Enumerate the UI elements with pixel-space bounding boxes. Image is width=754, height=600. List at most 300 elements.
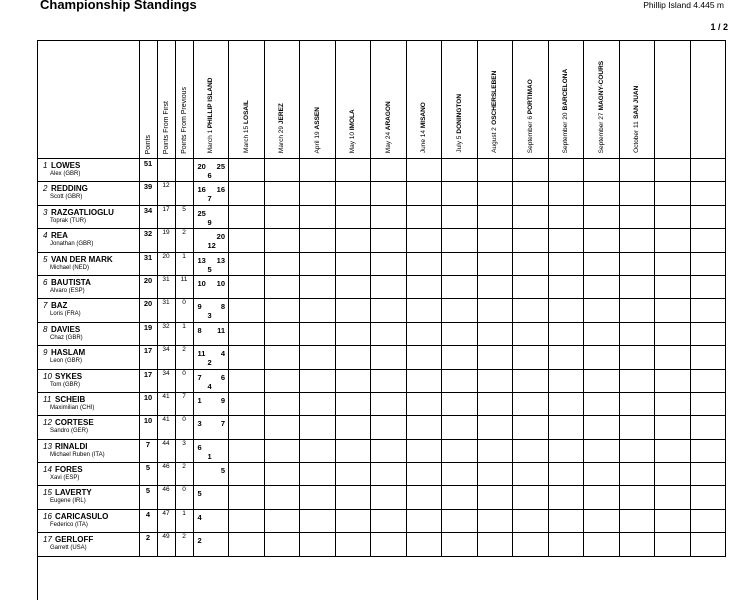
superpole-race-points: 3 — [207, 311, 212, 321]
round-2-results — [229, 416, 265, 439]
round-12-results — [584, 159, 620, 182]
round-1-results — [193, 369, 229, 392]
round-7-results — [406, 533, 442, 556]
rider-firstname: Scott (GBR) — [50, 194, 83, 201]
rider-name-cell — [37, 509, 139, 532]
rider-name-cell — [37, 533, 139, 556]
round-9-results — [477, 392, 513, 415]
rider-name-cell — [37, 182, 139, 205]
round-5-results — [335, 229, 371, 252]
table-row — [37, 275, 726, 298]
rider-position: 11 — [43, 394, 52, 404]
round-4-results — [300, 392, 336, 415]
round-1-results — [193, 486, 229, 509]
round-4-results — [300, 346, 336, 369]
round-9-results — [477, 205, 513, 228]
round-8-results — [442, 275, 478, 298]
rider-position: 2 — [43, 184, 48, 194]
round-2-results — [229, 322, 265, 345]
rider-points-from-previous: 0 — [175, 486, 193, 509]
rider-name-cell — [37, 229, 139, 252]
round-10-results — [513, 463, 549, 486]
round-13-results — [619, 299, 655, 322]
rider-surname: RAZGATLIOGLU — [51, 207, 114, 217]
round-11-results — [548, 392, 584, 415]
round-6-results — [371, 439, 407, 462]
rider-surname: BAZ — [51, 301, 68, 311]
round-13-results — [619, 322, 655, 345]
race-1-points: 11 — [197, 349, 206, 359]
rider-points-from-previous: 2 — [175, 533, 193, 556]
round-8-results — [442, 533, 478, 556]
rider-surname: BAUTISTA — [51, 277, 91, 287]
round-header-15 — [690, 41, 726, 159]
rider-name-cell — [37, 463, 139, 486]
header-points-from-previous: Points From Previous — [180, 87, 188, 154]
page-number: 1 / 2 — [710, 22, 728, 32]
rider-points: 5 — [139, 463, 157, 486]
round-7-results — [406, 369, 442, 392]
round-14-results — [655, 252, 691, 275]
round-header-4 — [300, 41, 336, 159]
round-label — [349, 109, 356, 153]
circuit-info: Phillip Island 4.445 m — [643, 0, 724, 10]
table-row — [37, 252, 726, 275]
header-points-from-first-cell — [157, 41, 175, 159]
round-10-results — [513, 322, 549, 345]
rider-firstname: Michael (NED) — [50, 264, 90, 271]
round-15-results — [690, 416, 726, 439]
race-2-points: 6 — [220, 372, 225, 382]
rider-points-from-first: 44 — [157, 439, 175, 462]
round-7-results — [406, 463, 442, 486]
round-venue: SAN JUAN — [633, 86, 641, 120]
round-8-results — [442, 392, 478, 415]
round-6-results — [371, 509, 407, 532]
round-8-results — [442, 299, 478, 322]
round-label — [207, 77, 214, 153]
round-venue: DONINGTON — [455, 94, 463, 135]
round-2-results — [229, 533, 265, 556]
round-10-results — [513, 509, 549, 532]
rider-points-from-previous: 3 — [175, 439, 193, 462]
round-10-results — [513, 299, 549, 322]
rider-points-from-first: 17 — [157, 205, 175, 228]
header-points-from-previous-cell — [175, 41, 193, 159]
round-11-results — [548, 369, 584, 392]
round-6-results — [371, 463, 407, 486]
rider-firstname: Jonathan (GBR) — [50, 241, 94, 248]
round-9-results — [477, 416, 513, 439]
round-7-results — [406, 229, 442, 252]
race-1-points: 7 — [197, 372, 202, 382]
round-2-results — [229, 369, 265, 392]
round-3-results — [264, 392, 300, 415]
round-14-results — [655, 463, 691, 486]
round-6-results — [371, 299, 407, 322]
rider-position: 6 — [43, 277, 48, 287]
rider-name-cell — [37, 486, 139, 509]
round-6-results — [371, 275, 407, 298]
round-10-results — [513, 275, 549, 298]
round-label — [243, 100, 250, 153]
round-6-results — [371, 229, 407, 252]
race-1-points: 5 — [197, 489, 202, 499]
rider-position: 9 — [43, 348, 48, 358]
round-header-14 — [655, 41, 691, 159]
round-date: March 15 — [242, 125, 250, 153]
round-13-results — [619, 182, 655, 205]
round-6-results — [371, 486, 407, 509]
round-5-results — [335, 322, 371, 345]
rider-surname: LOWES — [51, 161, 81, 170]
race-2-points: 13 — [216, 255, 225, 265]
round-1-results — [193, 533, 229, 556]
superpole-race-points: 7 — [207, 194, 212, 204]
round-2-results — [229, 205, 265, 228]
rider-points-from-previous — [175, 182, 193, 205]
race-2-points: 10 — [216, 278, 225, 288]
round-14-results — [655, 205, 691, 228]
rider-position: 14 — [43, 465, 52, 475]
round-15-results — [690, 299, 726, 322]
round-2-results — [229, 182, 265, 205]
table-row — [37, 369, 726, 392]
race-1-points: 3 — [197, 419, 202, 429]
round-4-results — [300, 509, 336, 532]
rider-firstname: Eugene (IRL) — [50, 498, 86, 505]
rider-firstname: Tom (GBR) — [50, 381, 80, 388]
rider-points-from-first: 34 — [157, 346, 175, 369]
round-9-results — [477, 299, 513, 322]
round-4-results — [300, 159, 336, 182]
rider-surname: REA — [51, 231, 68, 241]
rider-points-from-previous: 2 — [175, 463, 193, 486]
rider-points-from-first: 31 — [157, 299, 175, 322]
round-15-results — [690, 463, 726, 486]
round-11-results — [548, 322, 584, 345]
round-9-results — [477, 182, 513, 205]
round-8-results — [442, 509, 478, 532]
round-12-results — [584, 392, 620, 415]
round-venue: MAGNY-COURS — [597, 60, 605, 111]
round-date: September 20 — [562, 112, 570, 153]
round-8-results — [442, 346, 478, 369]
header-name-cell — [37, 41, 139, 159]
round-6-results — [371, 252, 407, 275]
rider-surname: CARICASULO — [55, 511, 109, 521]
round-5-results — [335, 486, 371, 509]
round-1-results — [193, 299, 229, 322]
round-date: May 24 — [384, 131, 392, 153]
round-10-results — [513, 533, 549, 556]
race-2-points: 5 — [220, 466, 225, 476]
round-10-results — [513, 416, 549, 439]
rider-firstname: Sandro (GER) — [50, 428, 89, 435]
round-venue: ARAGON — [384, 100, 392, 130]
superpole-race-points: 12 — [207, 241, 216, 251]
round-13-results — [619, 416, 655, 439]
round-2-results — [229, 229, 265, 252]
rider-points-from-previous: 0 — [175, 369, 193, 392]
round-11-results — [548, 299, 584, 322]
rider-points: 17 — [139, 369, 157, 392]
round-14-results — [655, 346, 691, 369]
round-14-results — [655, 275, 691, 298]
rider-points: 17 — [139, 346, 157, 369]
round-3-results — [264, 159, 300, 182]
round-3-results — [264, 275, 300, 298]
round-5-results — [335, 369, 371, 392]
rider-firstname: Michael Ruben (ITA) — [50, 451, 105, 458]
round-10-results — [513, 229, 549, 252]
round-13-results — [619, 533, 655, 556]
rider-points-from-previous: 0 — [175, 299, 193, 322]
round-12-results — [584, 252, 620, 275]
round-7-results — [406, 346, 442, 369]
round-11-results — [548, 275, 584, 298]
round-6-results — [371, 346, 407, 369]
round-15-results — [690, 509, 726, 532]
round-2-results — [229, 509, 265, 532]
rider-firstname: Loris (FRA) — [50, 311, 81, 318]
round-2-results — [229, 346, 265, 369]
round-7-results — [406, 509, 442, 532]
round-12-results — [584, 299, 620, 322]
round-15-results — [690, 439, 726, 462]
round-4-results — [300, 275, 336, 298]
round-4-results — [300, 463, 336, 486]
round-7-results — [406, 439, 442, 462]
round-1-results — [193, 463, 229, 486]
round-11-results — [548, 252, 584, 275]
race-2-points: 11 — [217, 325, 225, 335]
race-2-points: 8 — [220, 302, 225, 312]
table-row — [37, 346, 726, 369]
table-row — [37, 322, 726, 345]
rider-points-from-first: 32 — [157, 322, 175, 345]
round-13-results — [619, 486, 655, 509]
round-2-results — [229, 299, 265, 322]
round-1-results — [193, 346, 229, 369]
round-header-11 — [548, 41, 584, 159]
round-header-9 — [477, 41, 513, 159]
race-1-points: 4 — [197, 512, 202, 522]
round-1-results — [193, 322, 229, 345]
round-7-results — [406, 416, 442, 439]
round-15-results — [690, 182, 726, 205]
round-15-results — [690, 486, 726, 509]
round-date: March 1 — [207, 129, 215, 153]
rider-firstname: Leon (GBR) — [50, 358, 83, 365]
rider-position: 17 — [43, 535, 52, 545]
round-venue: IMOLA — [349, 108, 357, 130]
standings-table — [37, 40, 726, 557]
round-15-results — [690, 533, 726, 556]
round-5-results — [335, 416, 371, 439]
round-date: August 2 — [491, 127, 499, 153]
round-7-results — [406, 486, 442, 509]
round-11-results — [548, 416, 584, 439]
round-9-results — [477, 252, 513, 275]
rider-points: 39 — [139, 182, 157, 205]
table-row — [37, 416, 726, 439]
round-12-results — [584, 439, 620, 462]
rider-points-from-previous: 2 — [175, 229, 193, 252]
round-4-results — [300, 439, 336, 462]
round-3-results — [264, 205, 300, 228]
round-6-results — [371, 369, 407, 392]
round-14-results — [655, 299, 691, 322]
rider-surname: RINALDI — [55, 441, 88, 451]
rider-points-from-first: 12 — [157, 182, 175, 205]
race-2-points: 4 — [220, 349, 225, 359]
round-8-results — [442, 252, 478, 275]
rider-firstname: Chaz (GBR) — [50, 334, 83, 341]
round-venue: OSCHERSLEBEN — [491, 71, 499, 126]
round-5-results — [335, 159, 371, 182]
round-12-results — [584, 486, 620, 509]
rider-points: 20 — [139, 299, 157, 322]
rider-surname: HASLAM — [51, 348, 86, 358]
round-14-results — [655, 509, 691, 532]
round-label — [562, 69, 569, 153]
rider-surname: SYKES — [55, 371, 83, 381]
round-15-results — [690, 159, 726, 182]
round-13-results — [619, 392, 655, 415]
round-3-results — [264, 486, 300, 509]
rider-points-from-previous: 11 — [175, 275, 193, 298]
round-8-results — [442, 416, 478, 439]
round-3-results — [264, 229, 300, 252]
table-row — [37, 182, 726, 205]
round-10-results — [513, 182, 549, 205]
round-2-results — [229, 275, 265, 298]
rider-points-from-previous: 1 — [175, 252, 193, 275]
round-header-13 — [619, 41, 655, 159]
rider-position: 3 — [43, 207, 48, 217]
round-12-results — [584, 229, 620, 252]
round-9-results — [477, 509, 513, 532]
round-header-8 — [442, 41, 478, 159]
round-4-results — [300, 369, 336, 392]
round-13-results — [619, 369, 655, 392]
round-3-results — [264, 346, 300, 369]
rider-name-cell — [37, 275, 139, 298]
round-7-results — [406, 275, 442, 298]
race-1-points: 13 — [197, 255, 206, 265]
table-row — [37, 509, 726, 532]
race-1-points: 9 — [197, 302, 202, 312]
rider-points-from-previous: 0 — [175, 416, 193, 439]
round-label — [456, 94, 463, 153]
round-1-results — [193, 439, 229, 462]
rider-position: 12 — [43, 418, 52, 428]
round-15-results — [690, 322, 726, 345]
rider-points: 5 — [139, 486, 157, 509]
round-12-results — [584, 275, 620, 298]
race-2-points: 9 — [220, 395, 225, 405]
rider-points: 10 — [139, 392, 157, 415]
round-5-results — [335, 392, 371, 415]
rider-name-cell — [37, 322, 139, 345]
rider-points-from-first: 41 — [157, 392, 175, 415]
round-9-results — [477, 533, 513, 556]
round-4-results — [300, 252, 336, 275]
rider-position: 4 — [43, 231, 48, 241]
round-1-results — [193, 159, 229, 182]
round-12-results — [584, 205, 620, 228]
rider-surname: REDDING — [51, 184, 88, 194]
round-3-results — [264, 416, 300, 439]
rider-points: 7 — [139, 439, 157, 462]
round-date: September 27 — [597, 112, 605, 153]
superpole-race-points: 4 — [207, 381, 212, 391]
round-header-6 — [371, 41, 407, 159]
rider-points: 20 — [139, 275, 157, 298]
round-1-results — [193, 416, 229, 439]
race-1-points: 16 — [197, 185, 206, 195]
rider-points-from-first: 49 — [157, 533, 175, 556]
round-8-results — [442, 159, 478, 182]
round-14-results — [655, 182, 691, 205]
rider-points: 32 — [139, 229, 157, 252]
page-title: Championship Standings — [40, 0, 197, 12]
round-9-results — [477, 439, 513, 462]
rider-firstname: Maximilian (CHI) — [50, 404, 95, 411]
round-13-results — [619, 346, 655, 369]
round-8-results — [442, 369, 478, 392]
round-3-results — [264, 322, 300, 345]
round-10-results — [513, 369, 549, 392]
rider-name-cell — [37, 416, 139, 439]
round-label — [385, 101, 392, 153]
round-label — [527, 79, 534, 153]
rider-points-from-first: 34 — [157, 369, 175, 392]
round-8-results — [442, 439, 478, 462]
superpole-race-points: 9 — [207, 217, 212, 227]
round-5-results — [335, 346, 371, 369]
round-11-results — [548, 159, 584, 182]
round-9-results — [477, 322, 513, 345]
rider-surname: LAVERTY — [55, 488, 92, 498]
round-header-5 — [335, 41, 371, 159]
round-9-results — [477, 275, 513, 298]
rider-surname: FORES — [55, 465, 83, 475]
round-11-results — [548, 182, 584, 205]
rider-firstname: Federico (ITA) — [50, 521, 88, 528]
rider-points-from-first: 46 — [157, 463, 175, 486]
rider-name-cell — [37, 205, 139, 228]
race-1-points: 6 — [197, 442, 202, 452]
race-2-points: 25 — [216, 162, 225, 171]
round-12-results — [584, 416, 620, 439]
round-15-results — [690, 229, 726, 252]
round-date: March 29 — [278, 125, 286, 153]
header-points-cell — [139, 41, 157, 159]
table-row — [37, 392, 726, 415]
table-row — [37, 299, 726, 322]
round-1-results — [193, 252, 229, 275]
round-2-results — [229, 486, 265, 509]
round-7-results — [406, 205, 442, 228]
round-1-results — [193, 509, 229, 532]
round-venue: PHILLIP ISLAND — [207, 76, 215, 128]
round-6-results — [371, 205, 407, 228]
rider-points-from-first: 47 — [157, 509, 175, 532]
round-4-results — [300, 299, 336, 322]
round-3-results — [264, 533, 300, 556]
